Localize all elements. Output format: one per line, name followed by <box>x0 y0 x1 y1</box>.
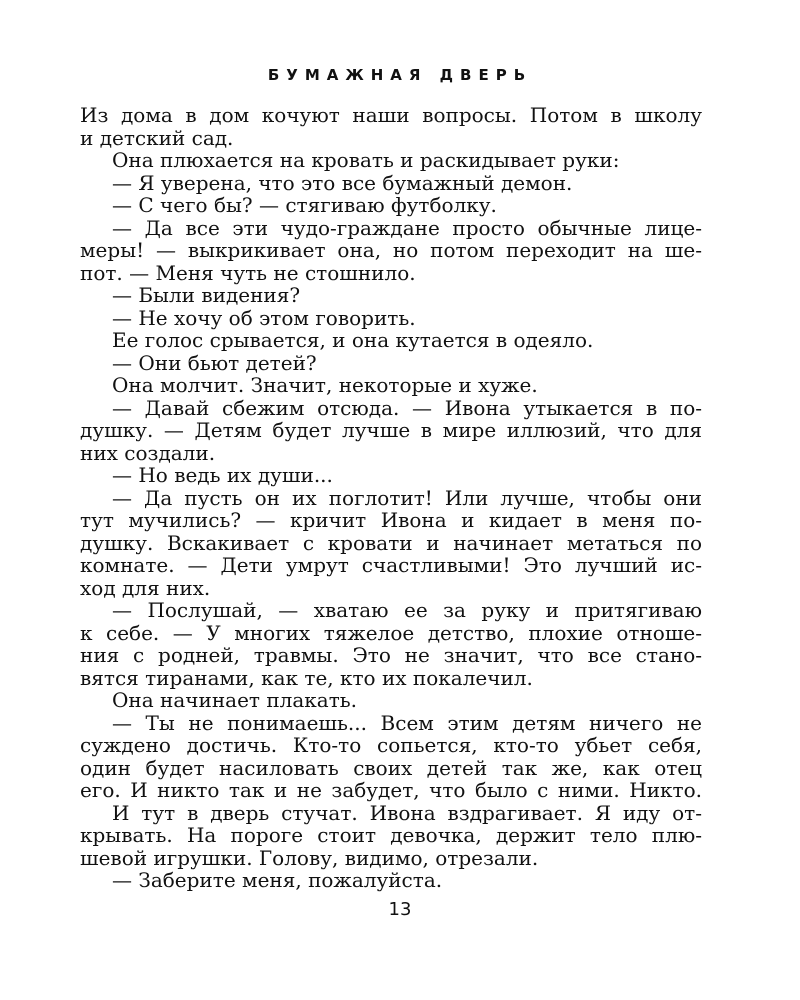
text-line: пот. — Меня чуть не стошнило. <box>80 260 416 285</box>
text-line: ния с родней, травмы. Это не значит, что все стано- <box>80 643 702 667</box>
text-line: — Да пусть он их поглотит! Или лучше, чтобы они <box>112 485 702 510</box>
text-line: к себе. — У многих тяжелое детство, плохие отноше- <box>80 620 702 645</box>
text-line: — Давай сбежим отсюда. — Ивона утыкается в по- <box>112 395 702 420</box>
running-header: БУМАЖНАЯ ДВЕРЬ <box>267 66 533 84</box>
text-line: Ее голос срывается, и она кутается в одеяло. <box>112 328 594 352</box>
page-number: 13 <box>388 899 412 920</box>
text-line: — С чего бы? — стягиваю футболку. <box>112 193 497 217</box>
text-line: один будет насиловать своих детей так же, как отец <box>80 755 702 780</box>
body-text <box>80 104 702 892</box>
text-line: Она молчит. Значит, некоторые и хуже. <box>112 373 538 397</box>
text-line: меры! — выкрикивает она, но потом переходит на ше- <box>80 238 702 262</box>
text-line: — Ты не понимаешь... Всем этим детям ничего не <box>112 710 702 735</box>
text-line: — Не хочу об этом говорить. <box>112 305 416 330</box>
text-line: шевой игрушки. Голову, видимо, отрезали. <box>80 845 539 870</box>
text-line: — Они бьют детей? <box>112 350 317 375</box>
text-line: вятся тиранами, как те, кто их покалечил. <box>80 665 533 690</box>
text-line: — Послушай, — хватаю ее за руку и притягиваю <box>112 598 702 622</box>
text-line: и детский сад. <box>80 125 234 150</box>
text-line: Она плюхается на кровать и раскидывает руки: <box>112 148 620 172</box>
text-line: душку. Вскакивает с кровати и начинает метаться по <box>80 530 702 555</box>
text-line: — Были видения? <box>112 283 301 307</box>
text-line: — Заберите меня, пожалуйста. <box>112 868 443 892</box>
text-line: Она начинает плакать. <box>112 688 358 712</box>
text-line: комнате. — Дети умрут счастливыми! Это лучший ис- <box>80 553 702 577</box>
text-line: душку. — Детям будет лучше в мире иллюзий, что для <box>80 418 702 442</box>
text-line: них создали. <box>80 440 216 465</box>
text-line: — Но ведь их души... <box>112 463 333 487</box>
text-line: его. И никто так и не забудет, что было с ними. Никто. <box>80 778 702 802</box>
text-line: суждено достичь. Кто-то сопьется, кто-то убьет себя, <box>80 733 702 757</box>
text-line: тут мучились? — кричит Ивона и кидает в меня по- <box>80 508 702 532</box>
text-line: — Я уверена, что это все бумажный демон. <box>112 170 573 195</box>
text-line: — Да все эти чудо-граждане просто обычные лице- <box>112 215 702 240</box>
text-line: Из дома в дом кочуют наши вопросы. Потом в школу <box>80 103 702 127</box>
text-line: ход для них. <box>80 575 211 600</box>
text-line: крывать. На пороге стоит девочка, держит тело плю- <box>80 823 702 847</box>
text-line: И тут в дверь стучат. Ивона вздрагивает. Я иду от- <box>112 800 702 825</box>
